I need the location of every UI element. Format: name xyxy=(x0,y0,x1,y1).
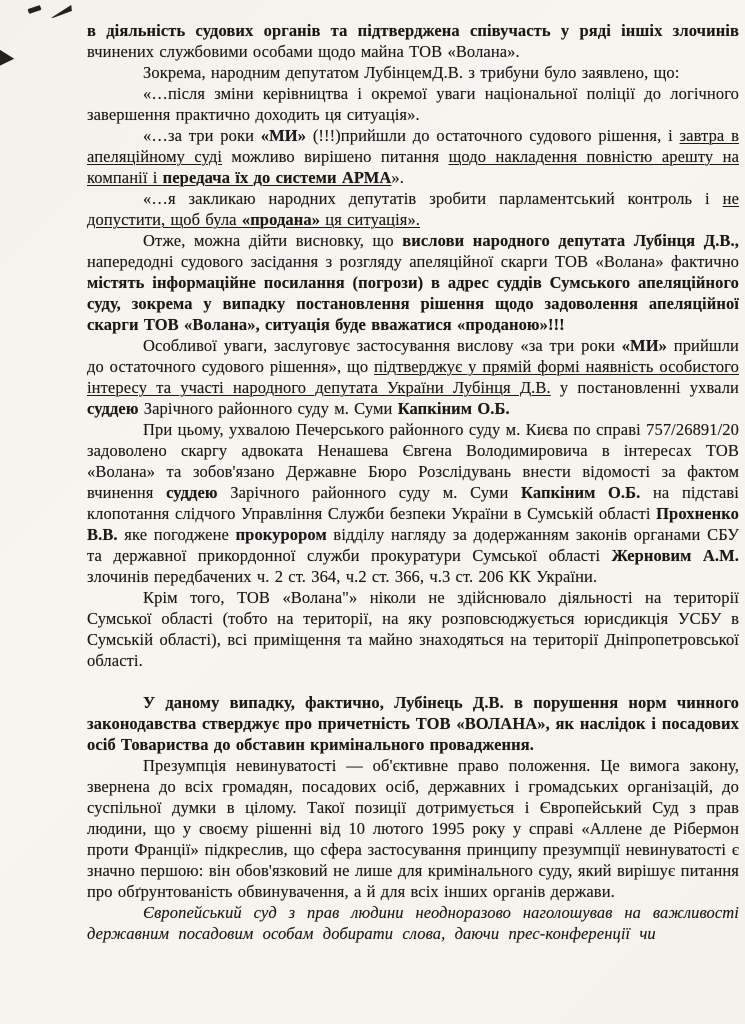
text-run: щодо накладення повністю арешту на компанії і xyxy=(87,147,739,187)
paragraph xyxy=(87,587,739,671)
paragraph xyxy=(87,419,739,587)
text-run: Капкіним О.Б. xyxy=(397,399,510,418)
text-run: (!!!)прийшли до остаточного судового рішення, і xyxy=(306,126,680,145)
text-run: «…за три роки xyxy=(143,126,261,145)
text-run: Отже, можна дійти висновку, що xyxy=(143,231,403,250)
paragraph xyxy=(87,692,739,755)
text-run: завтра в апеляційному суді xyxy=(87,126,739,166)
paragraph xyxy=(87,188,739,230)
text-run: Прохненко В.В. xyxy=(87,504,739,544)
text-run: на підставі клопотання слідчого Управління Служби безпеки України в Сумській області xyxy=(87,483,739,523)
text-run: напередодні судового засідання з розгляду апеляційної скарги ТОВ «Волана» фактично xyxy=(87,252,739,271)
text-run: в діяльність судових органів та підтверджена співучасть у ряді іншіх злочинів xyxy=(87,21,739,40)
text-run: Презумпція невинуватості — об'єктивне право положення. Це вимога закону, звернена до всіх громадян, посадових осіб, державних і громадських організацій, до суспільної думки в цілому. Такої позиції дотримується і Європейський Суд з прав людини, що у своєму рішенні від 10 лютого 1995 року у справі «Аллене де Рібермон проти Франції» підкреслив, що сфера застосування принципу презумпції невинуватості є значно першою: він обов'язковий не лише для кримінального суду, який вирішує питання про обґрунтованість обвинувачення, а й для всіх інших органів держави. xyxy=(87,756,739,901)
text-run: відділу нагляду за додержанням законів органами СБУ та державної прикордонної служби прокуратури Сумської області xyxy=(87,525,739,565)
text-run: Жерновим А.М. xyxy=(611,546,739,565)
paragraph xyxy=(87,335,739,419)
paragraph xyxy=(87,755,739,902)
text-run: Капкіним О.Б. xyxy=(520,483,641,502)
text-run: Європейський суд з прав людини неодноразово наголошував на важливості державним посадовим особам добирати слова, даючи прес-конференції чи xyxy=(87,903,739,943)
text-run: «продана» xyxy=(241,210,321,229)
text-run: прокурором xyxy=(235,525,327,544)
text-run: При цьому, ухвалою Печерського районного суду м. Києва по справі 757/26891/20 задоволено скаргу адвоката Ненашева Євгена Володимировича в інтересах ТОВ «Волана» та зобов'язано Державне Бюро Розслідувань внести відомості за фактом вчинення xyxy=(87,420,739,502)
ink-dash-mark-icon xyxy=(28,5,42,14)
ink-wedge-mark-icon xyxy=(49,5,72,18)
text-run: Зокрема, народним депутатом ЛубінцемД.В. з трибуни було заявлено, що: xyxy=(143,63,680,82)
text-run: передача їх до системи АРМА xyxy=(162,168,392,187)
ink-edge-mark-icon xyxy=(0,49,15,70)
paragraph xyxy=(87,230,739,335)
text-run: можливо вирішено питання xyxy=(222,147,449,166)
document-body xyxy=(87,20,739,944)
text-run: у постановленні ухвали xyxy=(550,378,739,397)
text-run: Зарічного районного суду м. Суми xyxy=(138,399,398,418)
text-run: ця ситуація». xyxy=(320,210,421,229)
text-run: яке погоджене xyxy=(117,525,236,544)
text-run: У даному випадку, фактично, Лубінець Д.В. в порушення норм чинного законодавства стверджує про причетність ТОВ «ВОЛАНА», як наслідок і посадових осіб Товариства до обставин кримінального провадження. xyxy=(87,693,739,754)
text-run: Особливої уваги, заслуговує застосування вислову «за три роки xyxy=(143,336,622,355)
text-run: «МИ» xyxy=(621,336,667,355)
text-run: не допустити, щоб була xyxy=(87,189,739,229)
paragraph xyxy=(87,20,739,62)
paragraph xyxy=(87,62,739,83)
text-run: «…після зміни керівництва і окремої уваги національної поліції до логічного завершення практично доходить ця ситуація». xyxy=(87,84,739,124)
text-run: Зарічного районного суду м. Суми xyxy=(217,483,521,502)
text-run: злочинів передбачених ч. 2 ст. 364, ч.2 ст. 366, ч.3 ст. 206 КК України. xyxy=(87,567,598,586)
text-run: суддею xyxy=(166,483,218,502)
text-run: прийшли до остаточного судового рішення», що xyxy=(87,336,739,376)
text-run: «…я закликаю народних депутатів зробити парламентський контроль і xyxy=(143,189,723,208)
paragraph xyxy=(87,902,739,944)
paragraph xyxy=(87,83,739,125)
text-run: містять інформаційне посилання (погрози) в адрес суддів Сумського апеляційного суду, зокрема у випадку постановлення рішення щодо задоволення апеляційної скарги ТОВ «Волана», ситуація буде вважатися «проданою»!!! xyxy=(87,273,739,334)
text-run: «МИ» xyxy=(260,126,307,145)
paragraph xyxy=(87,125,739,188)
text-run: Крім того, ТОВ «Волана"» ніколи не здійснювало діяльності на території Сумської області (тобто на території, на яку розповсюджується юрисдикція УСБУ в Сумській області), всі приміщення та майно знаходяться на території Дніпропетровської області. xyxy=(87,588,739,670)
text-run: підтверджує у прямій формі наявність особистого інтересу та участі народного депутата України Лубінця Д.В. xyxy=(87,357,739,397)
text-run: вчинених службовими особами щодо майна ТОВ «Волана». xyxy=(87,42,520,61)
text-run: вислови народного депутата Лубінця Д.В., xyxy=(402,231,739,250)
text-run: суддею xyxy=(87,399,139,418)
text-run: ». xyxy=(391,168,404,187)
